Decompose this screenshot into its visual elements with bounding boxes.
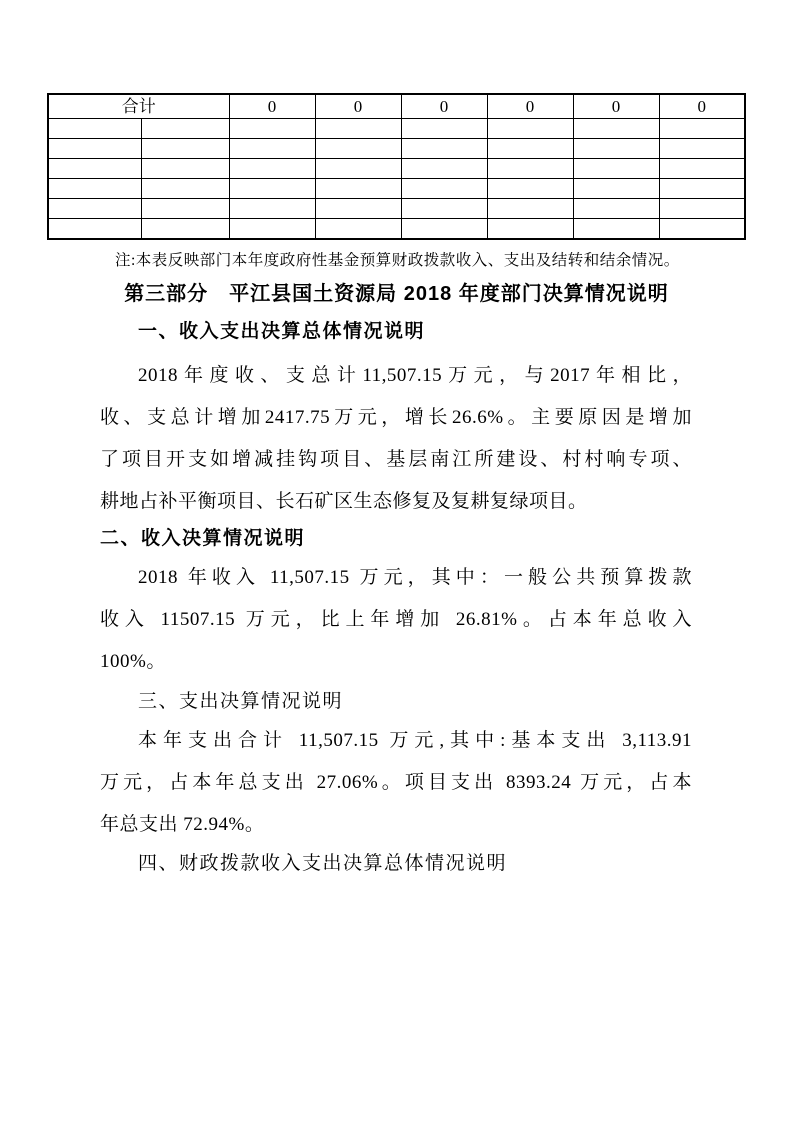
empty-cell [141,159,229,179]
empty-cell [401,159,487,179]
table-empty-row [48,159,745,179]
total-value-cell: 0 [401,94,487,119]
empty-cell [659,139,745,159]
empty-cell [573,159,659,179]
paragraph-1 [100,355,692,523]
empty-cell [141,199,229,219]
empty-cell [141,139,229,159]
section1-title: 一、收入支出决算总体情况说明 [138,321,426,342]
paragraph-line: 了项目开支如增减挂钩项目、基层南江所建设、村村响专项、 [100,449,692,470]
empty-cell [48,119,141,139]
table-empty-row [48,199,745,219]
paragraph-line: 2018 年收入 11,507.15 万元，其中：一般公共预算拨款 [138,567,692,588]
empty-cell [315,219,401,240]
empty-cell [487,139,573,159]
paragraph-line: 年总支出 72.94%。 [100,814,265,835]
empty-cell [659,159,745,179]
paragraph-line: 耕地占补平衡项目、长石矿区生态修复及复耕复绿项目。 [100,491,588,512]
empty-cell [659,179,745,199]
empty-cell [315,179,401,199]
section2-title: 二、收入决算情况说明 [100,528,306,549]
empty-cell [229,199,315,219]
paragraph-line: 收入 11507.15 万元，比上年增加 26.81%。占本年总收入 [100,609,692,630]
empty-cell [487,199,573,219]
total-value-cell: 0 [315,94,401,119]
empty-cell [573,119,659,139]
empty-cell [487,159,573,179]
total-value-cell: 0 [573,94,659,119]
empty-cell [573,179,659,199]
empty-cell [141,179,229,199]
empty-cell [229,179,315,199]
empty-cell [48,139,141,159]
paragraph-line: 收、支总计增加2417.75万元，增长26.6%。主要原因是增加 [100,407,692,428]
section3-title: 三、支出决算情况说明 [138,691,344,712]
total-label-cell: 合计 [48,94,229,119]
table-empty-row [48,219,745,240]
empty-cell [573,139,659,159]
empty-cell [659,119,745,139]
empty-cell [401,179,487,199]
empty-cell [229,119,315,139]
table-note: 注:本表反映部门本年度政府性基金预算财政拨款收入、支出及结转和结余情况。 [115,252,680,269]
table-empty-row [48,139,745,159]
fund-budget-table [47,93,746,240]
paragraph-line: 本年支出合计 11,507.15 万元,其中:基本支出 3,113.91 [138,730,692,751]
paragraph-line: 万元，占本年总支出 27.06%。项目支出 8393.24 万元，占本 [100,772,692,793]
empty-cell [229,139,315,159]
total-value-cell: 0 [659,94,745,119]
part-three-heading: 第三部分 平江县国土资源局 2018 年度部门决算情况说明 [124,283,669,305]
empty-cell [487,219,573,240]
empty-cell [48,199,141,219]
empty-cell [401,199,487,219]
empty-cell [487,179,573,199]
table-empty-row [48,119,745,139]
empty-cell [401,119,487,139]
paragraph-line: 2018年度收、支总计11,507.15万元，与2017年相比， [138,365,692,386]
empty-cell [229,219,315,240]
paragraph-2 [100,557,692,683]
table-summary-row [48,94,745,119]
empty-cell [573,219,659,240]
empty-cell [487,119,573,139]
total-value-cell: 0 [229,94,315,119]
empty-cell [315,119,401,139]
empty-cell [315,199,401,219]
section4-title: 四、财政拨款收入支出决算总体情况说明 [138,853,508,874]
empty-cell [48,219,141,240]
empty-cell [141,219,229,240]
empty-cell [48,179,141,199]
paragraph-3 [100,720,692,846]
empty-cell [401,139,487,159]
empty-cell [315,159,401,179]
empty-cell [141,119,229,139]
total-value-cell: 0 [487,94,573,119]
table-empty-row [48,179,745,199]
empty-cell [659,199,745,219]
empty-cell [229,159,315,179]
empty-cell [659,219,745,240]
paragraph-line: 100%。 [100,651,166,672]
empty-cell [401,219,487,240]
empty-cell [573,199,659,219]
empty-cell [48,159,141,179]
empty-cell [315,139,401,159]
